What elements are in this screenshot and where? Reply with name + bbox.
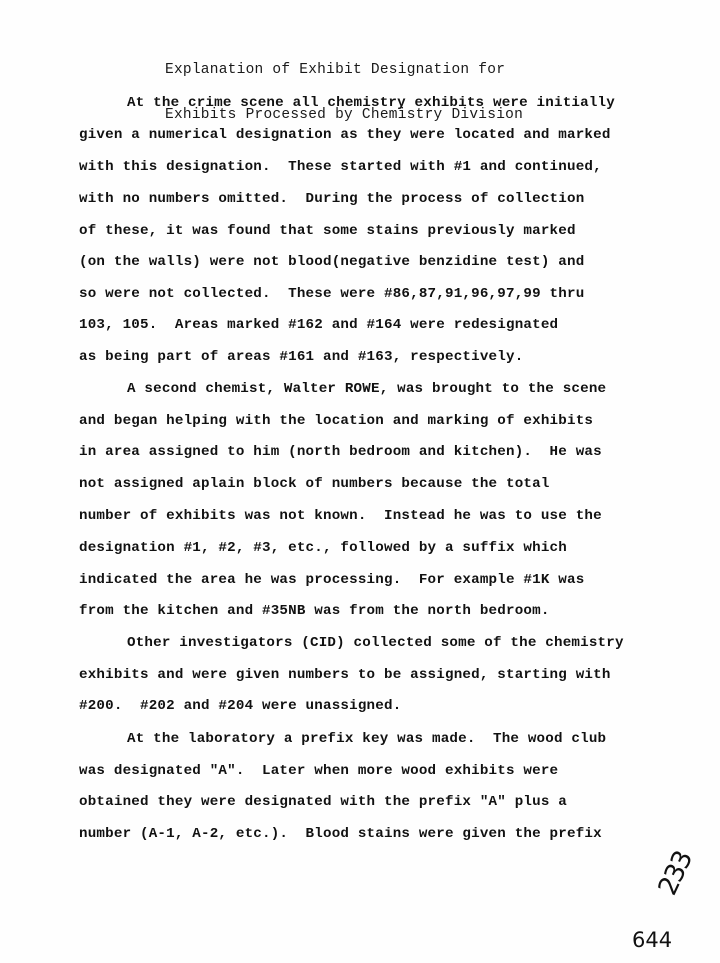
body-line: obtained they were designated with the prefix "A" plus a bbox=[79, 794, 567, 810]
body-line: Other investigators (CID) collected some of the chemistry bbox=[127, 635, 624, 651]
body-line: number (A-1, A-2, etc.). Blood stains were given the prefix bbox=[79, 826, 602, 842]
body-line: not assigned aplain block of numbers because the total bbox=[79, 476, 550, 492]
body-line: designation #1, #2, #3, etc., followed by a suffix which bbox=[79, 540, 567, 556]
body-line: as being part of areas #161 and #163, respectively. bbox=[79, 349, 524, 365]
body-line: so were not collected. These were #86,87,91,96,97,99 thru bbox=[79, 286, 585, 302]
body-line: with no numbers omitted. During the process of collection bbox=[79, 191, 585, 207]
title-line-1: Explanation of Exhibit Designation for bbox=[165, 62, 506, 78]
body-line: was designated "A". Later when more wood exhibits were bbox=[79, 763, 559, 779]
body-line: At the crime scene all chemistry exhibits were initially bbox=[127, 95, 615, 111]
handwritten-page-mark: 233 bbox=[652, 847, 699, 900]
body-line: A second chemist, Walter ROWE, was brought to the scene bbox=[127, 381, 607, 397]
body-line: number of exhibits was not known. Instead he was to use the bbox=[79, 508, 602, 524]
body-line: indicated the area he was processing. For example #1K was bbox=[79, 572, 585, 588]
body-line: exhibits and were given numbers to be assigned, starting with bbox=[79, 667, 611, 683]
body-line: from the kitchen and #35NB was from the north bedroom. bbox=[79, 603, 550, 619]
body-line: in area assigned to him (north bedroom and kitchen). He was bbox=[79, 444, 602, 460]
title-line-2: Exhibits Processed by Chemistry Division bbox=[165, 107, 524, 123]
body-line: of these, it was found that some stains previously marked bbox=[79, 223, 576, 239]
body-line: At the laboratory a prefix key was made. The wood club bbox=[127, 731, 607, 747]
handwritten-page-number: 644 bbox=[632, 928, 673, 952]
body-line: 103, 105. Areas marked #162 and #164 were redesignated bbox=[79, 317, 559, 333]
body-line: (on the walls) were not blood(negative benzidine test) and bbox=[79, 254, 585, 270]
body-line: #200. #202 and #204 were unassigned. bbox=[79, 698, 402, 714]
body-line: with this designation. These started with #1 and continued, bbox=[79, 159, 602, 175]
body-line: given a numerical designation as they were located and marked bbox=[79, 127, 611, 143]
body-line: and began helping with the location and marking of exhibits bbox=[79, 413, 594, 429]
